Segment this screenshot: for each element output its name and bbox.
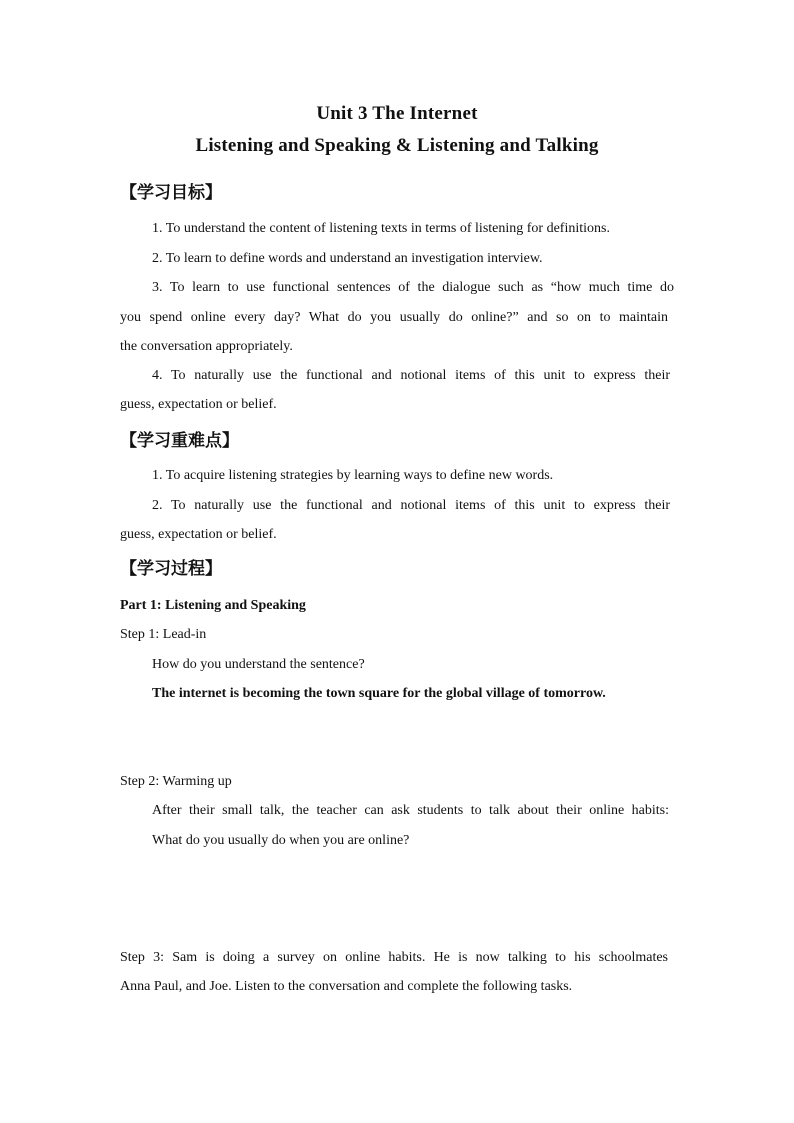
objective-item-3-line-1: 3. To learn to use functional sentences of the dialogue such as “how much time do <box>152 280 674 295</box>
step-1-quote: The internet is becoming the town square for the global village of tomorrow. <box>152 686 606 701</box>
objective-item-4-line-2: guess, expectation or belief. <box>120 397 277 412</box>
step-2-line-2: What do you usually do when you are online? <box>152 833 410 848</box>
process-heading: 【学习过程】 <box>120 559 222 579</box>
step-1-heading: Step 1: Lead-in <box>120 627 207 642</box>
step-2-heading: Step 2: Warming up <box>120 774 232 789</box>
step-3-line-1: Step 3: Sam is doing a survey on online habits. He is now talking to his schoolmates <box>120 950 668 965</box>
key-point-item-2-line-2: guess, expectation or belief. <box>120 527 277 542</box>
page-subtitle: Listening and Speaking & Listening and Talking <box>195 135 599 156</box>
part-1-heading: Part 1: Listening and Speaking <box>120 598 306 613</box>
key-point-item-1: 1. To acquire listening strategies by learning ways to define new words. <box>152 468 554 483</box>
objective-item-1: 1. To understand the content of listening texts in terms of listening for definitions. <box>152 221 610 236</box>
step-3-line-2: Anna Paul, and Joe. Listen to the conversation and complete the following tasks. <box>120 979 573 994</box>
objective-item-4-line-1: 4. To naturally use the functional and notional items of this unit to express their <box>152 368 670 383</box>
step-1-question: How do you understand the sentence? <box>152 657 365 672</box>
step-2-line-1: After their small talk, the teacher can ask students to talk about their online habits: <box>152 803 669 818</box>
key-points-heading: 【学习重难点】 <box>120 431 239 451</box>
key-point-item-2-line-1: 2. To naturally use the functional and notional items of this unit to express their <box>152 498 670 513</box>
objective-item-3-line-3: the conversation appropriately. <box>120 339 293 354</box>
objective-item-3-line-2: you spend online every day? What do you usually do online?” and so on to maintain <box>120 310 668 325</box>
page-title: Unit 3 The Internet <box>316 103 478 124</box>
objectives-heading: 【学习目标】 <box>120 183 222 203</box>
objective-item-2: 2. To learn to define words and understand an investigation interview. <box>152 251 543 266</box>
